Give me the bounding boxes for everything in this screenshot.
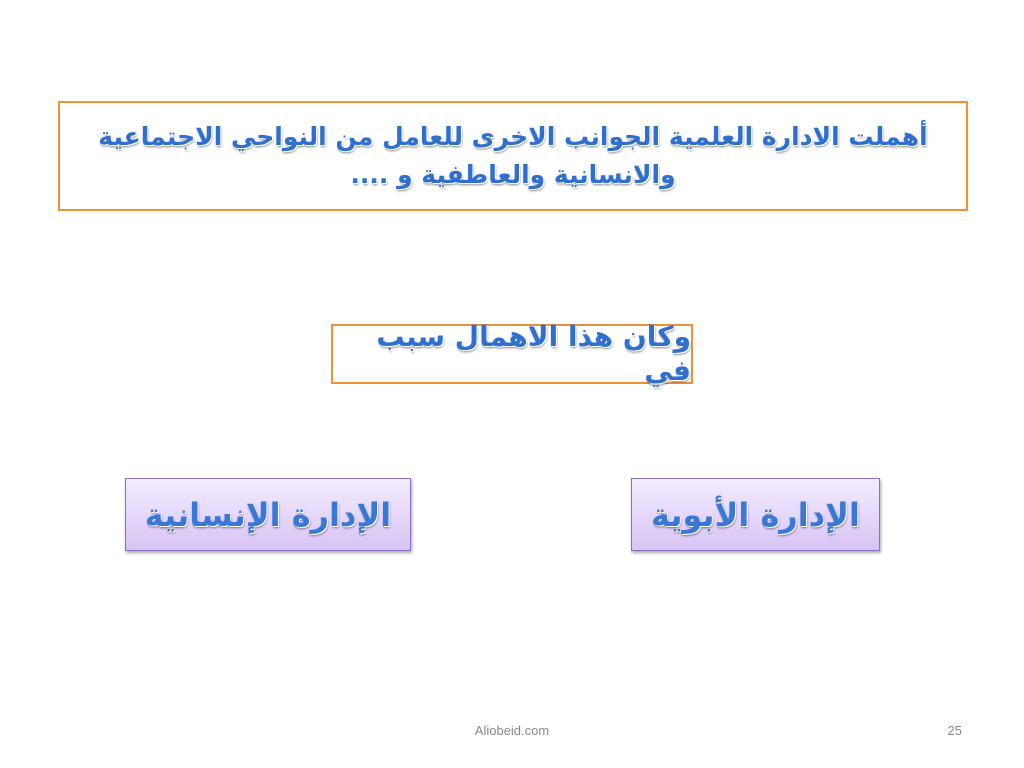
result-right-text: الإدارة الأبوية [651, 495, 860, 534]
page-number: 25 [947, 723, 962, 738]
statement-text [68, 118, 958, 194]
result-box-paternal-management [631, 478, 880, 551]
result-left-text: الإدارة الإنسانية [144, 495, 392, 534]
cause-box [331, 320, 693, 387]
statement-box [58, 101, 968, 211]
footer-site: Aliobeid.com [474, 723, 550, 738]
result-box-human-management [125, 478, 411, 551]
statement-line-2: والانسانية والعاطفية و .... [350, 160, 676, 189]
statement-line-1: أهملت الادارة العلمية الجوانب الاخرى للعامل من النواحي الاجتماعية [98, 122, 928, 151]
cause-text: وكان هذا الاهمال سبب في [376, 320, 691, 387]
